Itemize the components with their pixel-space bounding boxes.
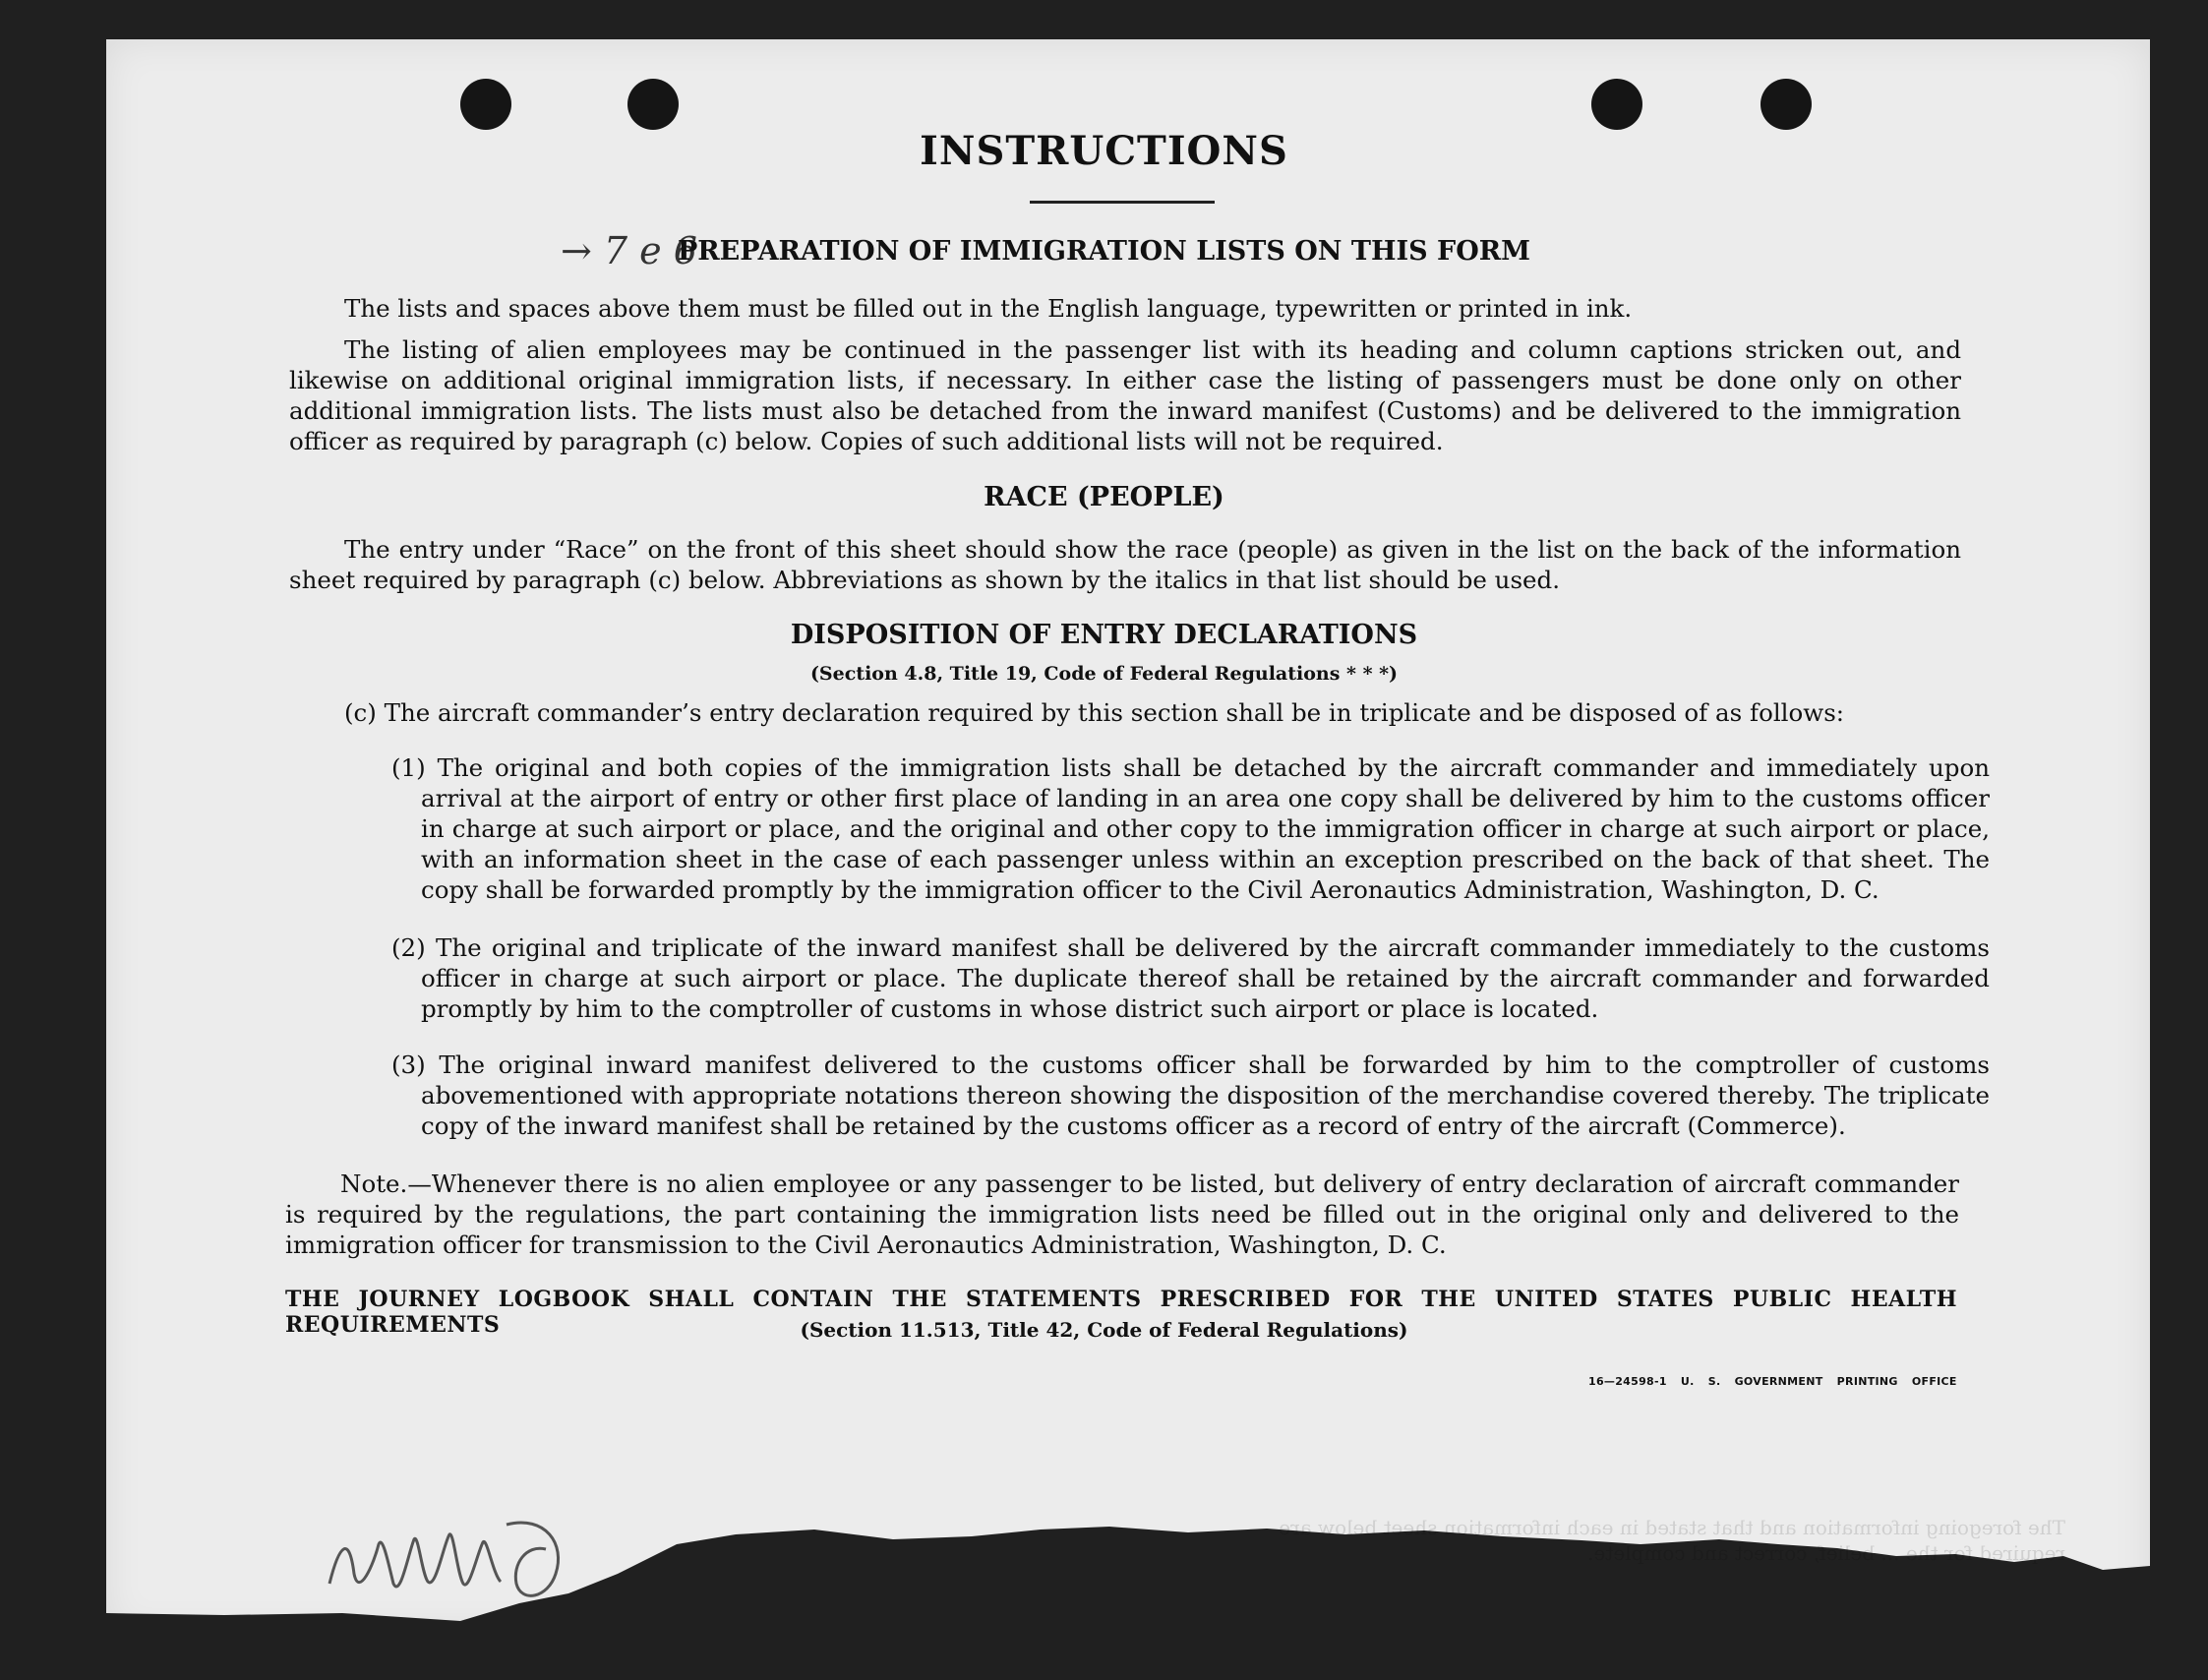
punch-hole-1 (460, 79, 511, 130)
paragraph-prep-1: The lists and spaces above them must be filled out in the English language, typewritten or printed in ink. (344, 294, 1633, 323)
printing-office-code: 16—24598-1 U. S. GOVERNMENT PRINTING OFFICE (1588, 1375, 1957, 1388)
page-title: INSTRUCTIONS (920, 128, 1288, 174)
citation-disposition: (Section 4.8, Title 19, Code of Federal Regulations * * *) (809, 663, 1399, 685)
heading-race: RACE (PEOPLE) (984, 482, 1224, 512)
citation-logbook: (Section 11.513, Title 42, Code of Federal Regulations) (800, 1318, 1408, 1342)
bleed-through-text: The foregoing information and that stated in each information sheet below are required for the ... belief, correct and complete. (1279, 1516, 2065, 1565)
punch-hole-3 (1591, 79, 1642, 130)
heading-disposition: DISPOSITION OF ENTRY DECLARATIONS (790, 620, 1418, 650)
title-underline (1030, 201, 1215, 204)
punch-hole-4 (1760, 79, 1812, 130)
paragraph-disposition-intro: (c) The aircraft commander’s entry declaration required by this section shall be in triplicate and be disposed of as follows: (344, 698, 1845, 727)
list-item-3: (3) The original inward manifest delivered to the customs officer shall be forwarded by him to the comptroller of customs abovementioned with appropriate notations thereon showing the disposition of the merchandise covered thereby. The triplicate copy of the inward manifest shall be retained by the customs officer as a record of entry of the aircraft (Commerce). (391, 1050, 1990, 1140)
paragraph-race: The entry under “Race” on the front of this sheet should show the race (people) as given in the list on the back of the information sheet required by paragraph (c) below. Abbreviations as shown by the italics in that list should be used. (289, 535, 1961, 594)
list-item-1: (1) The original and both copies of the immigration lists shall be detached by the aircraft commander and immediately upon arrival at the airport of entry or other first place of landing in an area one copy shall be delivered by him to the customs officer in charge at such airport or place, and the original and other copy to the immigration officer in charge at such airport or place, with an information sheet in the case of each passenger unless within an exception prescribed on the back of that sheet. The copy shall be forwarded promptly by the immigration officer to the Civil Aeronautics Administration, Washington, D. C. (391, 753, 1990, 904)
paragraph-note: Note.—Whenever there is no alien employee or any passenger to be listed, but delivery of entry declaration of aircraft commander is required by the regulations, the part containing the immigration lists need be filled out in the original only and delivered to the immigration officer for transmission to the Civil Aeronautics Administration, Washington, D. C. (285, 1170, 1959, 1259)
paragraph-prep-2: The listing of alien employees may be continued in the passenger list with its heading and column captions stricken out, and likewise on additional original immigration lists, if necessary. In either case the listing of passengers must be done only on other additional immigration lists. The lists must also be detached from the inward manifest (Customs) and be delivered to the immigration officer as required by paragraph (c) below. Copies of such additional lists will not be required. (289, 335, 1961, 455)
heading-preparation: PREPARATION OF IMMIGRATION LISTS ON THIS FORM (677, 236, 1531, 267)
punch-hole-2 (627, 79, 679, 130)
handwritten-signature (320, 1505, 575, 1613)
list-item-2: (2) The original and triplicate of the inward manifest shall be delivered by the aircraft commander immediately to the customs officer in charge at such airport or place. The duplicate thereof shall be retained by the aircraft commander and forwarded promptly by him to the comptroller of customs in whose district such airport or place is located. (391, 933, 1990, 1023)
logbook-statement: THE JOURNEY LOGBOOK SHALL CONTAIN THE STATEMENTS PRESCRIBED FOR THE UNITED STATES PUBLIC HEALTH REQUIREMENTS (285, 1287, 1957, 1338)
handwritten-margin-note: → 7 e 6 (561, 229, 697, 272)
